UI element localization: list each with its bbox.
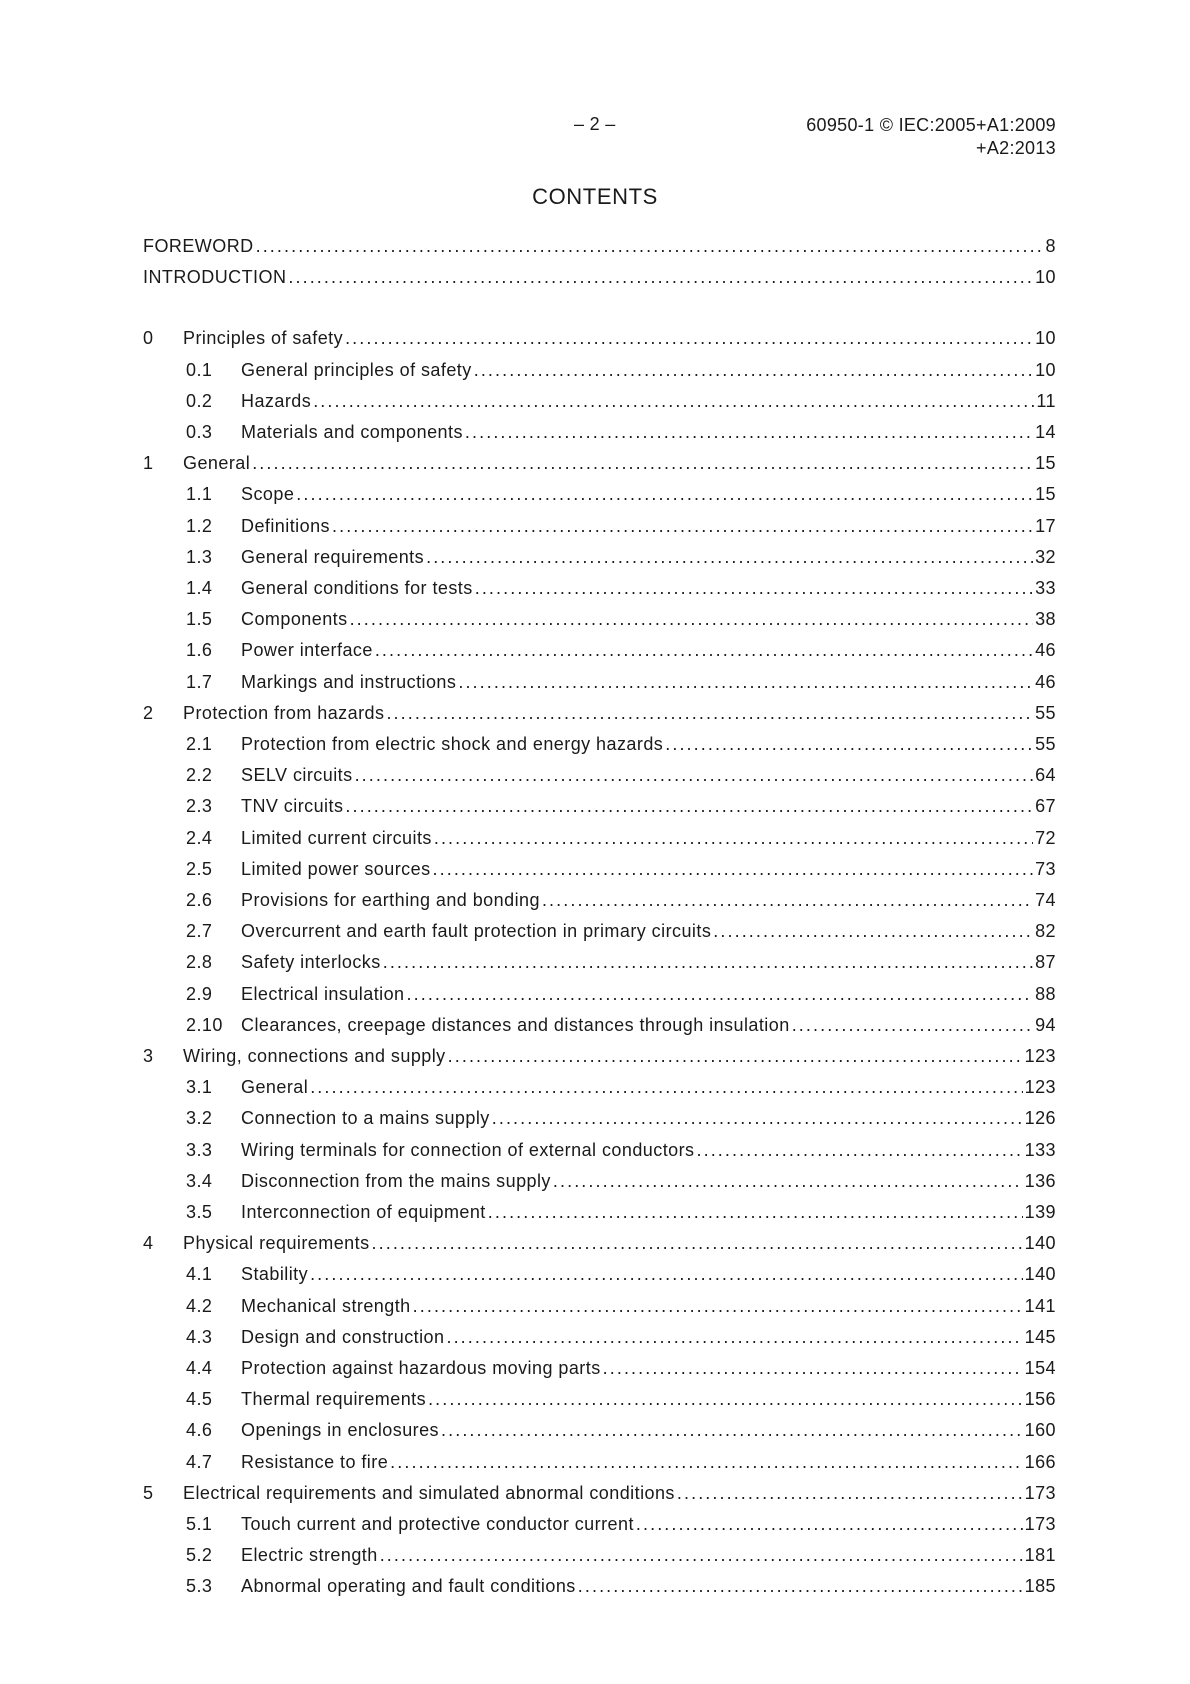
toc-entry-number: 5.3 — [186, 1576, 213, 1597]
toc-entry[interactable] — [143, 328, 1056, 352]
toc-entry[interactable] — [143, 1015, 1056, 1039]
toc-entry-page[interactable]: 17 — [1035, 515, 1056, 536]
toc-entry-number: 1.4 — [186, 578, 213, 598]
dot-leader — [553, 1171, 1023, 1192]
toc-entry-number: 3.4 — [186, 1170, 213, 1191]
dot-leader — [465, 422, 1033, 443]
toc-entry-title[interactable]: Wiring terminals for connection of external conductors — [241, 1139, 695, 1160]
toc-entry[interactable] — [143, 921, 1056, 945]
toc-entry[interactable] — [143, 1233, 1056, 1257]
dot-leader — [372, 1233, 1023, 1254]
toc-entry[interactable] — [143, 1358, 1056, 1382]
toc-entry-number: 1.3 — [186, 546, 213, 567]
toc-entry-title[interactable]: Touch current and protective conductor current — [241, 1514, 634, 1534]
dot-leader — [375, 640, 1033, 661]
toc-entry-number: 2.10 — [186, 1014, 223, 1035]
toc-entry-number: 1 — [143, 453, 154, 474]
toc-entry-page[interactable]: 139 — [1024, 1202, 1056, 1222]
toc-entry-number: 1.5 — [186, 609, 213, 630]
toc-entry-title[interactable]: Abnormal operating and fault conditions — [241, 1576, 576, 1597]
toc-entry-title[interactable]: Wiring, connections and supply — [183, 1046, 446, 1066]
standard-reference-line1: 60950-1 © IEC:2005+A1:2009 — [806, 115, 1056, 135]
dot-leader — [542, 890, 1033, 911]
toc-entry-title[interactable]: Hazards — [241, 390, 312, 411]
toc-entry-title[interactable]: General principles of safety — [241, 359, 472, 380]
toc-entry-page[interactable]: 181 — [1024, 1545, 1056, 1566]
toc-entry-number: 2.3 — [186, 796, 213, 817]
toc-entry-page[interactable]: 173 — [1024, 1482, 1056, 1503]
toc-entry-page[interactable]: 10 — [1035, 359, 1056, 380]
toc-entry[interactable] — [143, 734, 1056, 758]
toc-entry[interactable] — [143, 672, 1056, 696]
toc-entry[interactable] — [143, 1452, 1056, 1476]
toc-entry-title[interactable]: Resistance to fire — [241, 1451, 389, 1472]
toc-entry[interactable] — [143, 1327, 1056, 1351]
toc-entry-title[interactable]: Definitions — [241, 515, 330, 536]
toc-entry-title[interactable]: Safety interlocks — [241, 952, 381, 973]
toc-entry-page[interactable]: 140 — [1024, 1264, 1056, 1285]
toc-entry-page[interactable]: 87 — [1035, 952, 1056, 973]
toc-entry-page[interactable]: 38 — [1035, 609, 1056, 630]
toc-entry-title[interactable]: INTRODUCTION — [143, 267, 287, 288]
toc-entry-title[interactable]: Protection from hazards — [183, 702, 385, 723]
dot-leader — [355, 765, 1034, 786]
toc-entry[interactable] — [143, 1576, 1056, 1600]
toc-entry-page[interactable]: 67 — [1035, 796, 1056, 817]
toc-entry-number: 5.1 — [186, 1514, 213, 1534]
page-number: – 2 – — [574, 114, 616, 134]
toc-entry-title[interactable]: Protection from electric shock and energy hazards — [241, 734, 664, 754]
toc-entry-number: 2.4 — [186, 827, 213, 848]
toc-entry-title[interactable]: Openings in enclosures — [241, 1420, 440, 1441]
toc-entry-page[interactable]: 73 — [1035, 858, 1056, 879]
dot-leader — [310, 1077, 1022, 1098]
toc-entry-page[interactable]: 10 — [1035, 328, 1056, 349]
standard-reference — [806, 114, 1056, 160]
toc-entry-title[interactable]: General requirements — [241, 546, 425, 567]
dot-leader — [413, 1296, 1023, 1317]
toc-entry-number: 2.9 — [186, 983, 213, 1004]
toc-entry-title[interactable]: Design and construction — [241, 1326, 445, 1347]
dot-leader — [296, 484, 1033, 505]
toc-entry[interactable] — [143, 890, 1056, 914]
toc-entry-page[interactable]: 123 — [1024, 1046, 1056, 1066]
dot-leader — [665, 734, 1033, 755]
toc-entry-title[interactable]: General — [183, 453, 251, 474]
toc-entry[interactable] — [143, 703, 1056, 727]
dot-leader — [313, 391, 1034, 412]
toc-entry-page[interactable]: 46 — [1035, 640, 1056, 661]
toc-entry-title[interactable]: Overcurrent and earth fault protection in primary circuits — [241, 921, 712, 942]
toc-entry-title[interactable]: TNV circuits — [241, 796, 344, 817]
toc-entry-page[interactable]: 156 — [1024, 1389, 1056, 1410]
toc-entry-page[interactable]: 123 — [1024, 1077, 1056, 1098]
toc-entry-number: 2.2 — [186, 765, 213, 786]
toc-entry-title[interactable]: Connection to a mains supply — [241, 1108, 490, 1129]
toc-entry[interactable] — [143, 1483, 1056, 1507]
toc-entry-page[interactable]: 173 — [1024, 1514, 1056, 1534]
toc-entry-number: 4 — [143, 1233, 154, 1254]
toc-entry[interactable] — [143, 1389, 1056, 1413]
toc-entry[interactable] — [143, 1140, 1056, 1164]
toc-entry[interactable] — [143, 952, 1056, 976]
toc-entry[interactable] — [143, 391, 1056, 415]
toc-entry-title[interactable]: Limited current circuits — [241, 827, 432, 848]
dot-leader — [578, 1576, 1023, 1597]
toc-entry-title[interactable]: Electric strength — [241, 1545, 378, 1566]
dot-leader — [428, 1389, 1023, 1410]
toc-entry-number: 1.6 — [186, 640, 213, 661]
dot-leader — [488, 1202, 1023, 1223]
toc-entry-title[interactable]: Principles of safety — [183, 328, 344, 349]
toc-entry[interactable] — [143, 1202, 1056, 1226]
toc-entry-title[interactable]: FOREWORD — [143, 236, 254, 256]
toc-entry[interactable] — [143, 984, 1056, 1008]
toc-entry[interactable] — [143, 1420, 1056, 1444]
toc-entry[interactable] — [143, 453, 1056, 477]
toc-entry[interactable] — [143, 1171, 1056, 1195]
dot-leader — [446, 1327, 1022, 1348]
toc-entry-page[interactable]: 32 — [1035, 546, 1056, 567]
toc-entry-page[interactable]: 140 — [1024, 1233, 1056, 1254]
toc-entry-number: 2.7 — [186, 921, 213, 942]
toc-entry-number: 0.2 — [186, 390, 213, 411]
toc-entry-number: 1.7 — [186, 671, 213, 692]
toc-entry[interactable] — [143, 422, 1056, 446]
toc-entry-number: 4.5 — [186, 1389, 213, 1410]
toc-entry-title[interactable]: Electrical requirements and simulated abnormal conditions — [183, 1482, 675, 1503]
toc-entry-page[interactable]: 94 — [1035, 1014, 1056, 1035]
toc-entry-title[interactable]: Materials and components — [241, 422, 463, 442]
dot-leader — [474, 360, 1033, 381]
dot-leader — [345, 328, 1033, 349]
toc-entry-page[interactable]: 33 — [1035, 578, 1056, 598]
toc-entry-number: 0.3 — [186, 422, 213, 442]
toc-entry-title[interactable]: Mechanical strength — [241, 1295, 411, 1316]
toc-entry-page[interactable]: 141 — [1024, 1295, 1056, 1316]
dot-leader — [386, 703, 1033, 724]
dot-leader — [448, 1046, 1023, 1067]
dot-leader — [332, 516, 1033, 537]
toc-entry-number: 3 — [143, 1046, 154, 1066]
toc-entry-page[interactable]: 46 — [1035, 671, 1056, 692]
dot-leader — [434, 828, 1033, 849]
toc-entry-title[interactable]: Electrical insulation — [241, 983, 405, 1004]
toc-entry-number: 4.1 — [186, 1264, 213, 1285]
toc-entry-title[interactable]: Clearances, creepage distances and distances through insulation — [241, 1014, 790, 1035]
toc-entry-page[interactable]: 72 — [1035, 827, 1056, 848]
toc-entry-number: 3.5 — [186, 1202, 213, 1222]
toc-entry[interactable] — [143, 547, 1056, 571]
toc-entry-number: 4.4 — [186, 1358, 213, 1378]
toc-entry-number: 5 — [143, 1482, 154, 1503]
toc-entry[interactable] — [143, 1514, 1056, 1538]
dot-leader — [256, 236, 1044, 257]
toc-entry-title[interactable]: Limited power sources — [241, 858, 431, 879]
toc-entry[interactable] — [143, 828, 1056, 852]
toc-entry-page[interactable]: 8 — [1045, 236, 1056, 256]
toc-entry[interactable] — [143, 1077, 1056, 1101]
toc-entry-number: 0 — [143, 328, 154, 349]
toc-entry-title[interactable]: Protection against hazardous moving parts — [241, 1358, 601, 1378]
toc-entry[interactable] — [143, 578, 1056, 602]
toc-entry-title[interactable]: Physical requirements — [183, 1233, 370, 1254]
toc-entry[interactable] — [143, 360, 1056, 384]
toc-entry-number: 1.2 — [186, 515, 213, 536]
toc-entry[interactable] — [143, 1046, 1056, 1070]
toc-entry[interactable] — [143, 1545, 1056, 1569]
toc-entry-title[interactable]: Power interface — [241, 640, 373, 661]
toc-entry-page[interactable]: 126 — [1024, 1108, 1056, 1129]
toc-entry-title[interactable]: SELV circuits — [241, 765, 353, 786]
toc-entry-title[interactable]: Thermal requirements — [241, 1389, 427, 1410]
dot-leader — [345, 796, 1033, 817]
toc-entry-page[interactable]: 88 — [1035, 983, 1056, 1004]
dot-leader — [407, 984, 1034, 1005]
toc-entry-page[interactable]: 82 — [1035, 921, 1056, 942]
toc-entry-number: 2.5 — [186, 858, 213, 879]
toc-entry-page[interactable]: 11 — [1036, 390, 1056, 411]
toc-entry[interactable] — [143, 267, 1056, 291]
dot-leader — [288, 267, 1033, 288]
toc-entry-title[interactable]: Markings and instructions — [241, 671, 457, 692]
dot-leader — [458, 672, 1033, 693]
dot-leader — [677, 1483, 1023, 1504]
standard-reference-line2: +A2:2013 — [976, 138, 1056, 158]
dot-leader — [390, 1452, 1022, 1473]
dot-leader — [383, 952, 1033, 973]
toc-entry[interactable] — [143, 1264, 1056, 1288]
toc-entry-title[interactable]: Provisions for earthing and bonding — [241, 890, 540, 910]
toc-entry-number: 0.1 — [186, 359, 213, 380]
toc-entry-number: 2 — [143, 702, 154, 723]
toc-entry[interactable] — [143, 236, 1056, 260]
toc-entry-page[interactable]: 133 — [1024, 1139, 1056, 1160]
dot-leader — [310, 1264, 1023, 1285]
toc-entry-title[interactable]: Disconnection from the mains supply — [241, 1170, 551, 1191]
dot-leader — [475, 578, 1033, 599]
toc-entry-title[interactable]: Components — [241, 609, 348, 630]
toc-entry-page[interactable]: 166 — [1024, 1451, 1056, 1472]
dot-leader — [603, 1358, 1023, 1379]
toc-entry-number: 2.8 — [186, 952, 213, 973]
toc-entry-page[interactable]: 15 — [1035, 484, 1056, 505]
toc-entry-number: 5.2 — [186, 1545, 213, 1566]
toc-entry-title[interactable]: General conditions for tests — [241, 578, 473, 598]
toc-entry[interactable] — [143, 1296, 1056, 1320]
dot-leader — [426, 547, 1033, 568]
dot-leader — [441, 1420, 1023, 1441]
toc-entry-title[interactable]: Stability — [241, 1264, 309, 1285]
toc-entry-page[interactable]: 55 — [1035, 734, 1056, 754]
toc-entry-number: 4.6 — [186, 1420, 213, 1441]
toc-entry-title[interactable]: General — [241, 1077, 309, 1098]
toc-entry-number: 2.6 — [186, 890, 213, 910]
toc-entry-page[interactable]: 64 — [1035, 765, 1056, 786]
toc-entry-number: 3.3 — [186, 1139, 213, 1160]
dot-leader — [492, 1108, 1023, 1129]
toc-entry-page[interactable]: 160 — [1024, 1420, 1056, 1441]
toc-entry-number: 4.2 — [186, 1295, 213, 1316]
toc-entry[interactable] — [143, 859, 1056, 883]
contents-title: CONTENTS — [532, 184, 658, 209]
toc-entry[interactable] — [143, 484, 1056, 508]
toc-entry-page[interactable]: 74 — [1035, 890, 1056, 910]
toc-entry-page[interactable]: 154 — [1024, 1358, 1056, 1378]
toc-entry-page[interactable]: 55 — [1035, 702, 1056, 723]
dot-leader — [636, 1514, 1023, 1535]
dot-leader — [713, 921, 1033, 942]
toc-entry-number: 4.7 — [186, 1451, 213, 1472]
toc-entry[interactable] — [143, 640, 1056, 664]
toc-entry-number: 3.2 — [186, 1108, 213, 1129]
toc-entry[interactable] — [143, 609, 1056, 633]
toc-entry[interactable] — [143, 765, 1056, 789]
toc-entry-number: 1.1 — [186, 484, 213, 505]
toc-entry[interactable] — [143, 796, 1056, 820]
toc-entry-page[interactable]: 185 — [1024, 1576, 1056, 1597]
toc-entry-page[interactable]: 14 — [1035, 422, 1056, 442]
dot-leader — [433, 859, 1034, 880]
dot-leader — [252, 453, 1033, 474]
toc-entry[interactable] — [143, 1108, 1056, 1132]
toc-entry-page[interactable]: 136 — [1024, 1170, 1056, 1191]
toc-entry-page[interactable]: 15 — [1035, 453, 1056, 474]
toc-entry-title[interactable]: Interconnection of equipment — [241, 1202, 486, 1222]
dot-leader — [792, 1015, 1033, 1036]
dot-leader — [697, 1140, 1023, 1161]
dot-leader — [350, 609, 1034, 630]
toc-entry-title[interactable]: Scope — [241, 484, 295, 505]
toc-entry-number: 4.3 — [186, 1326, 213, 1347]
toc-entry-number: 2.1 — [186, 734, 213, 754]
toc-entry-number: 3.1 — [186, 1077, 213, 1098]
toc-entry-page[interactable]: 145 — [1024, 1326, 1056, 1347]
toc-entry-page[interactable]: 10 — [1035, 267, 1056, 288]
toc-entry[interactable] — [143, 516, 1056, 540]
dot-leader — [380, 1545, 1023, 1566]
